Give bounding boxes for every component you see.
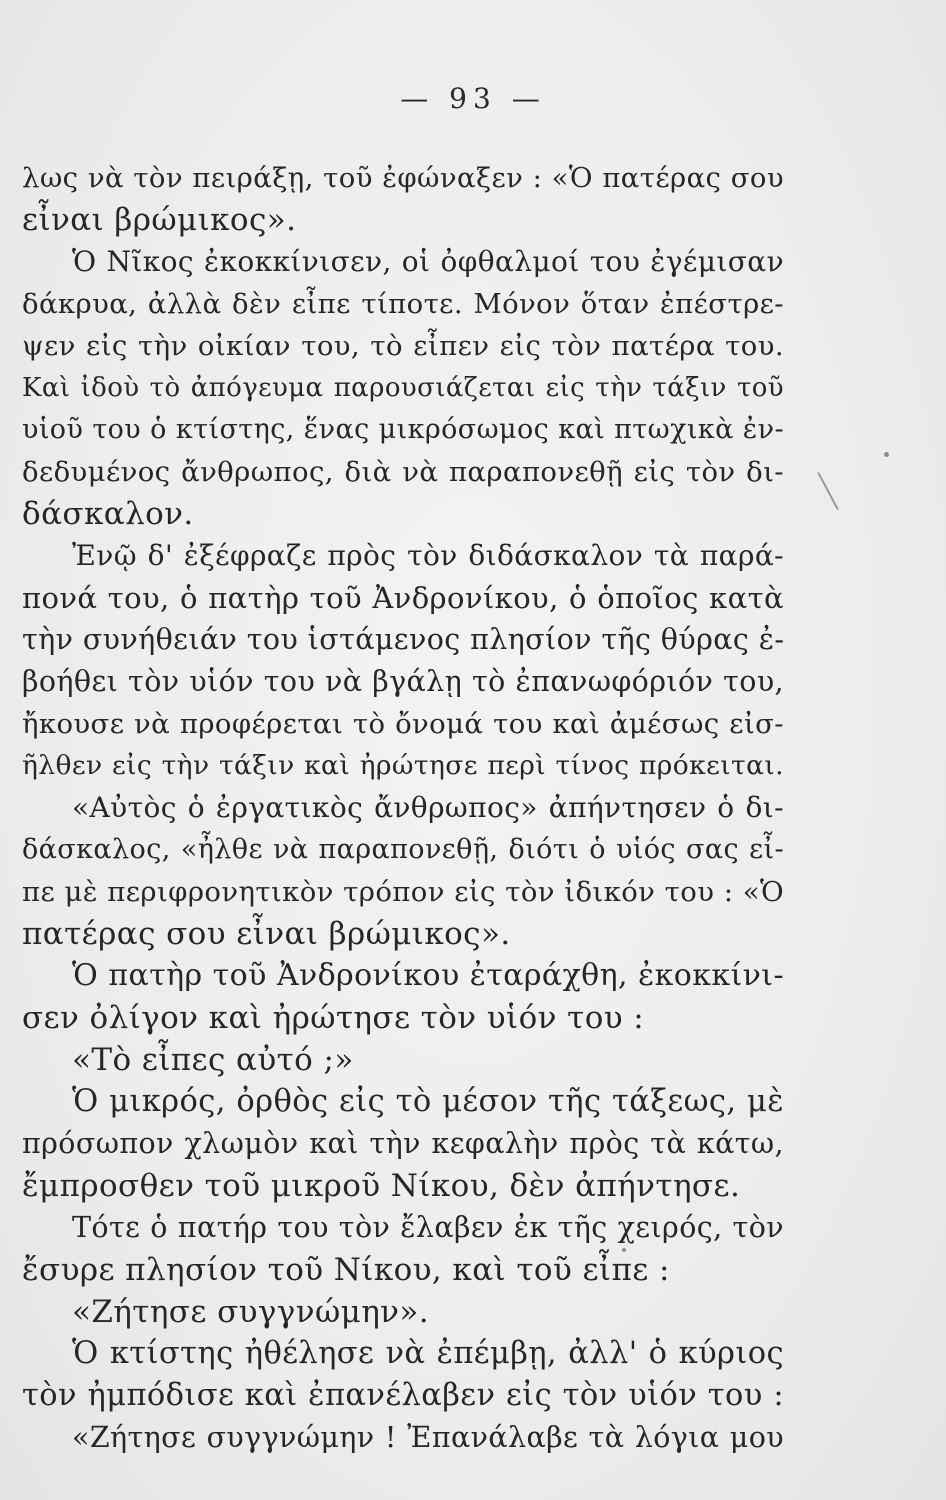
text-line: ψεν εἰς τὴν οἰκίαν του, τὸ εἶπεν εἰς τὸν πατέρα του. <box>22 330 784 362</box>
print-speck <box>884 452 889 457</box>
text-line: δεδυμένος ἄνθρωπος, διὰ νὰ παραπονεθῇ εἰς τὸν δι- <box>22 456 784 488</box>
page-number: — 93 — <box>400 82 546 115</box>
text-line: ἤκουσε νὰ προφέρεται τὸ ὄνομά του καὶ ἀμέσως εἰσ- <box>22 708 784 740</box>
text-line: «Ζήτησε συγγνώμην ! Ἐπανάλαβε τὰ λόγια μου <box>72 1421 784 1454</box>
text-line: εἶναι βρώμικος». <box>22 202 297 238</box>
print-mark <box>817 472 838 510</box>
text-line: «Αὐτὸς ὁ ἐργατικὸς ἄνθρωπος» ἀπήντησεν ὁ δι- <box>72 791 784 824</box>
text-line: τὴν συνήθειάν του ἱστάμενος πλησίον τῆς θύρας ἐ- <box>22 623 785 656</box>
text-line: ῆλθεν εἰς τὴν τάξιν καὶ ἠρώτησε περὶ τίνος πρόκειται. <box>22 750 784 781</box>
text-line: «Τὸ εἶπες αὐτό ;» <box>72 1042 354 1078</box>
text-line: ἔσυρε πλησίον τοῦ Νίκου, καὶ τοῦ εἶπε : <box>22 1252 670 1288</box>
text-line: δάσκαλον. <box>22 496 194 532</box>
print-speck <box>622 1248 626 1252</box>
text-line: δάκρυα, ἀλλὰ δὲν εἶπε τίποτε. Μόνον ὅταν ἐπέστρε- <box>22 288 784 320</box>
text-line: πε μὲ περιφρονητικὸν τρόπον εἰς τὸν ἰδικόν του : «Ὁ <box>22 876 784 908</box>
text-line: πρόσωπον χλωμὸν καὶ τὴν κεφαλὴν πρὸς τὰ κάτω, <box>22 1127 784 1160</box>
text-line: λως νὰ τὸν πειράξῃ, τοῦ ἐφώναξεν : «Ὁ πατέρας σου <box>22 162 784 194</box>
text-line: Ὁ μικρός, ὀρθὸς εἰς τὸ μέσον τῆς τάξεως, μὲ <box>72 1084 784 1119</box>
text-line: Ὁ Νῖκος ἐκοκκίνισεν, οἱ ὀφθαλμοί του ἐγέμισαν <box>72 245 784 278</box>
text-line: σεν ὀλίγον καὶ ἠρώτησε τὸν υἱόν του : <box>22 1000 645 1036</box>
text-line: τὸν ἠμπόδισε καὶ ἐπανέλαβεν εἰς τὸν υἱόν του : <box>22 1378 784 1413</box>
text-line: πατέρας σου εἶναι βρώμικος». <box>22 916 511 952</box>
text-line: «Ζήτησε συγγνώμην». <box>72 1294 430 1330</box>
text-line: υἱοῦ του ὁ κτίστης, ἕνας μικρόσωμος καὶ πτωχικὰ ἐν- <box>22 414 784 445</box>
text-line: βοήθει τὸν υἱόν του νὰ βγάλῃ τὸ ἐπανωφόριόν του, <box>22 665 784 698</box>
text-line: πονά του, ὁ πατὴρ τοῦ Ἀνδρονίκου, ὁ ὁποῖος κατὰ <box>22 581 784 615</box>
text-line: ἔμπροσθεν τοῦ μικροῦ Νίκου, δὲν ἀπήντησε. <box>22 1168 741 1204</box>
text-line: Ὁ πατὴρ τοῦ Ἀνδρονίκου ἐταράχθη, ἐκοκκίνι- <box>72 958 784 993</box>
text-line: Ὁ κτίστης ἠθέλησε νὰ ἐπέμβῃ, ἀλλ' ὁ κύριος <box>72 1336 784 1371</box>
text-line: Τότε ὁ πατήρ του τὸν ἔλαβεν ἐκ τῆς χειρός, τὸν <box>72 1211 784 1244</box>
text-line: δάσκαλος, «ἦλθε νὰ παραπονεθῇ, διότι ὁ υἱός σας εἶ- <box>22 834 784 865</box>
text-line: Ἐνῷ δ' ἐξέφραζε πρὸς τὸν διδάσκαλον τὰ παρά- <box>72 539 784 572</box>
text-line: Καὶ ἰδοὺ τὸ ἀπόγευμα παρουσιάζεται εἰς τὴν τάξιν τοῦ <box>22 373 784 403</box>
